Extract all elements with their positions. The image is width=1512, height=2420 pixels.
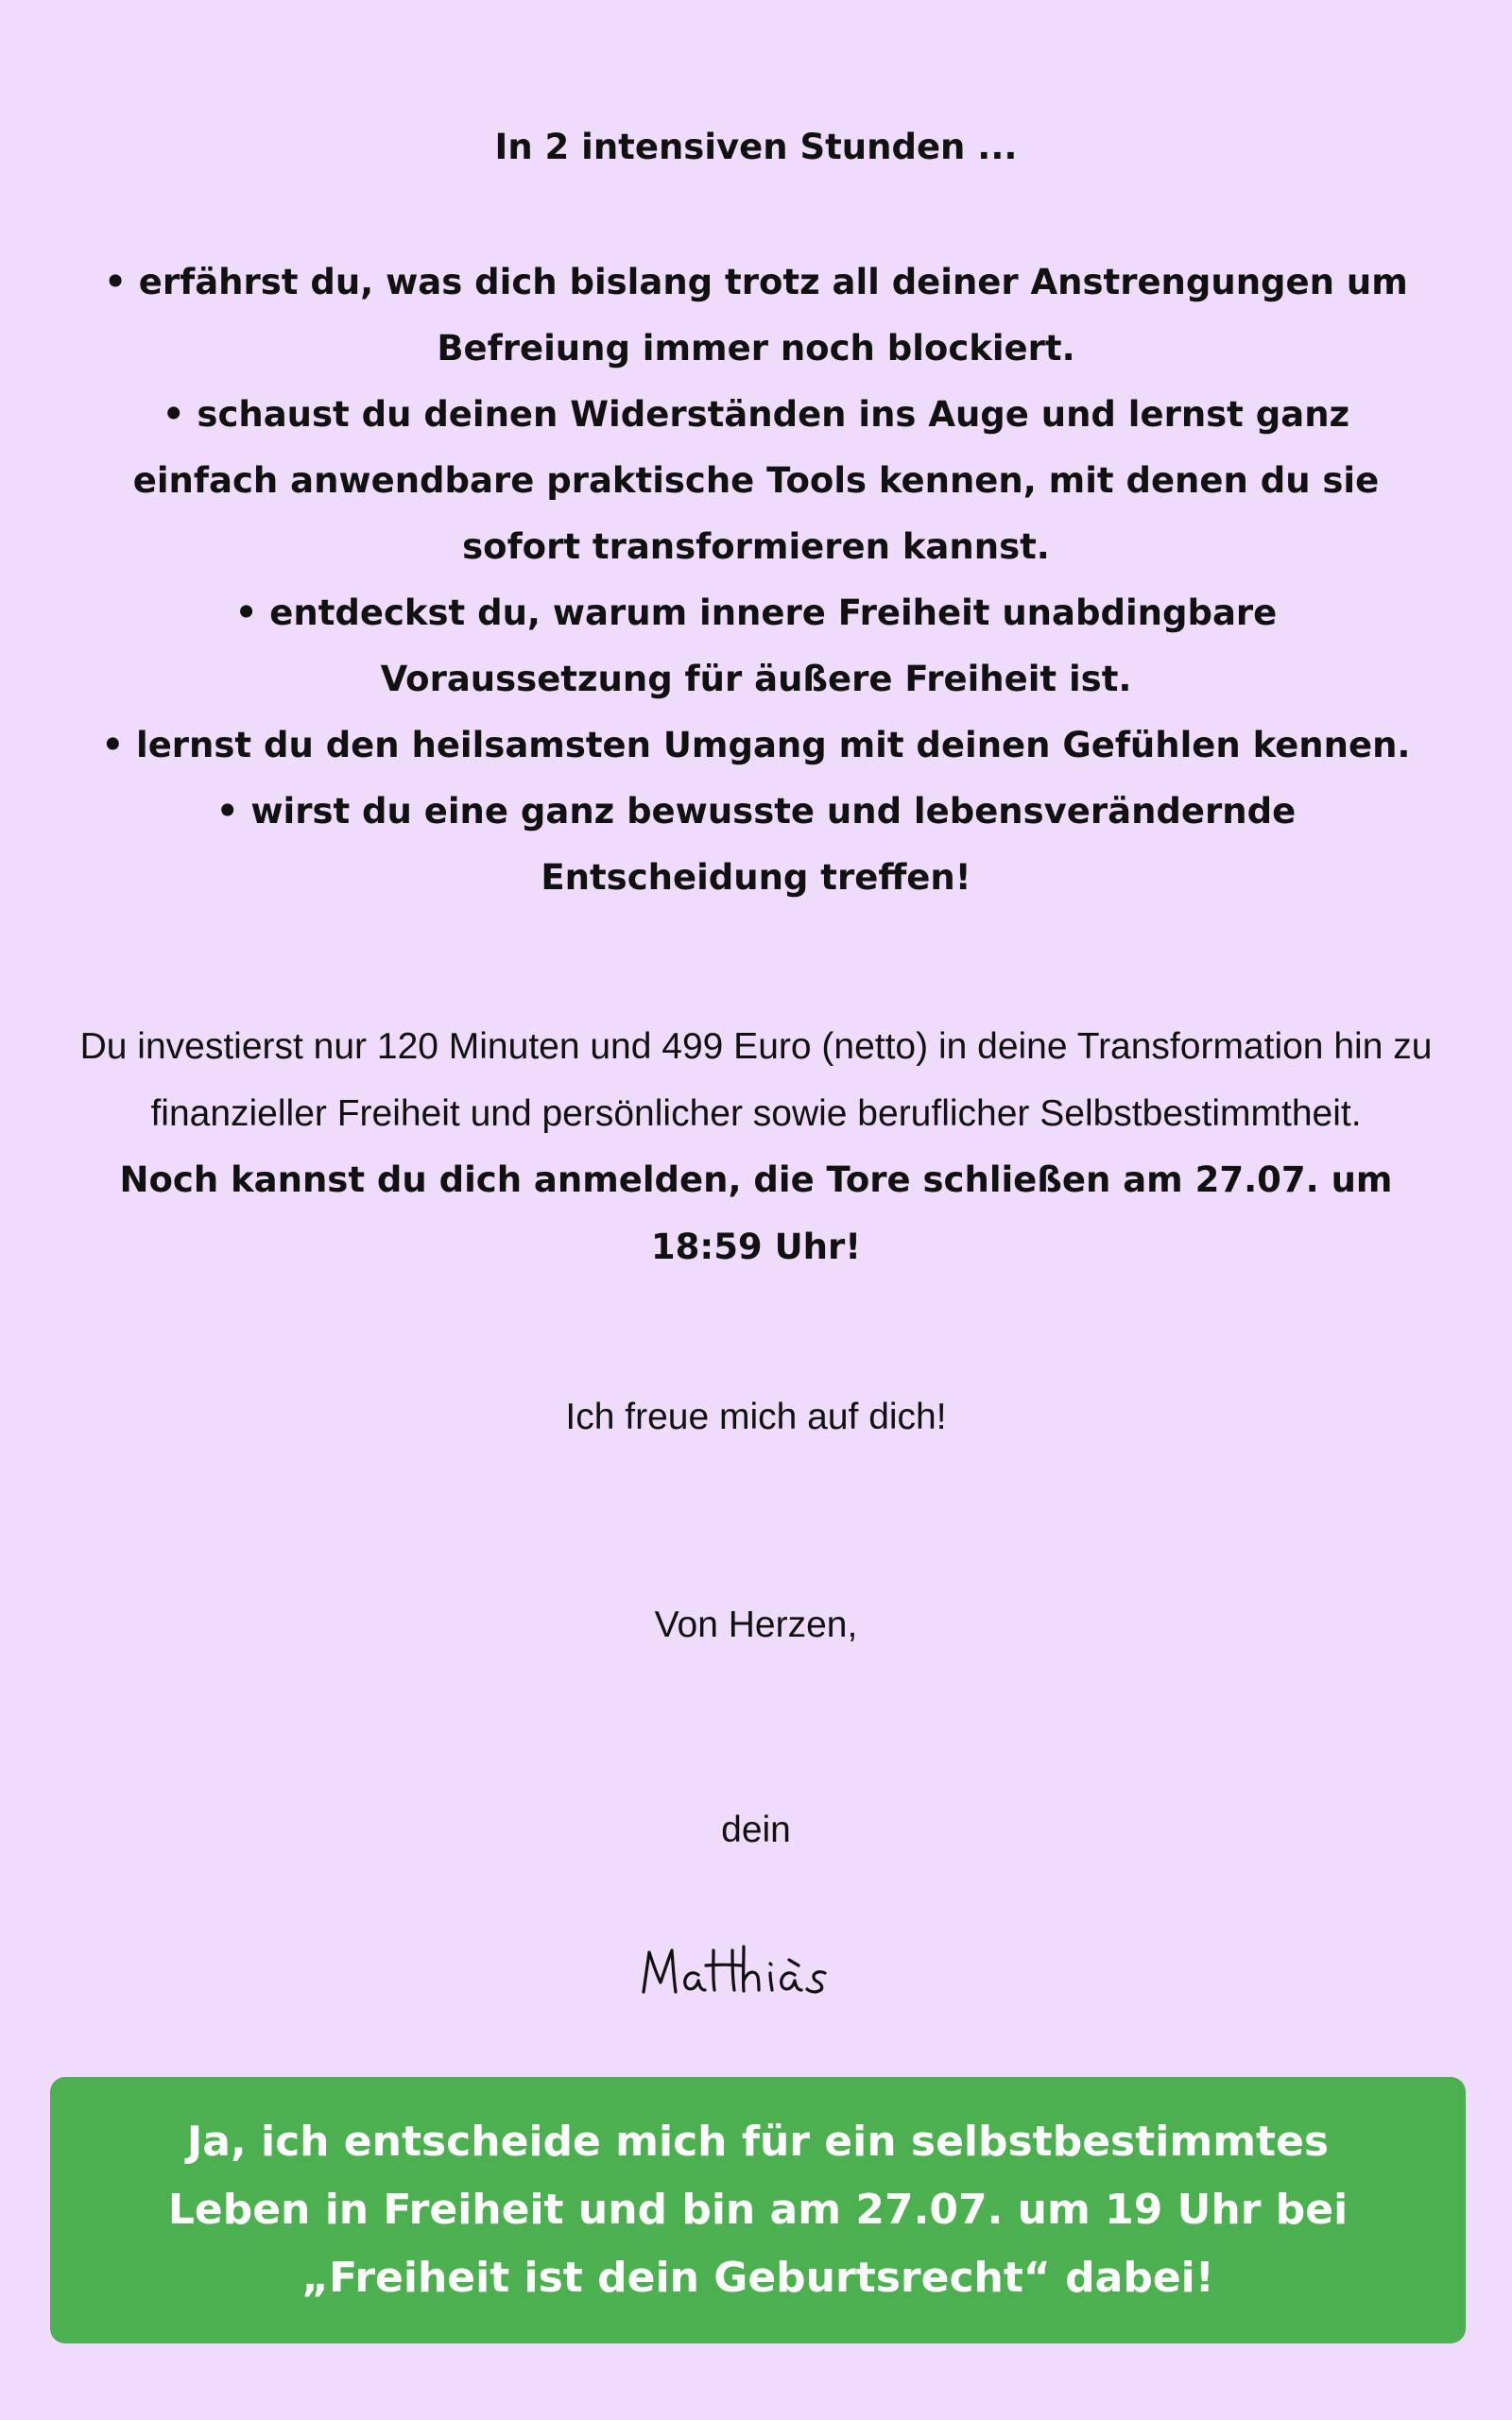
register-cta-button[interactable] bbox=[50, 2077, 1466, 2343]
benefit-item: • entdeckst du, warum innere Freiheit unabdingbare Voraussetzung für äußere Freiheit ist. bbox=[234, 592, 1278, 699]
benefits-list bbox=[76, 249, 1436, 911]
benefit-item: • lernst du den heilsamsten Umgang mit deinen Gefühlen kennen. bbox=[101, 725, 1411, 765]
signature-image bbox=[76, 1937, 1436, 2003]
intro-heading: In 2 intensiven Stunden ... bbox=[494, 127, 1018, 167]
closing-greeting: Ich freue mich auf dich! bbox=[565, 1397, 947, 1437]
cta-label: Ja, ich entscheide mich für ein selbstbestimmtes Leben in Freiheit und bin am 27.07. um 19 Uhr bei „Freiheit ist dein Geburtsrecht“ dabei! bbox=[167, 2118, 1349, 2302]
benefit-item: • erfährst du, was dich bislang trotz all deiner Anstrengungen um Befreiung immer noch blockiert. bbox=[104, 262, 1408, 369]
closing-dein: dein bbox=[721, 1810, 791, 1850]
closing-regards: Von Herzen, bbox=[654, 1605, 858, 1645]
benefit-item: • schaust du deinen Widerständen ins Auge und lernst ganz einfach anwendbare praktische Tools kennen, mit denen du sie sofort transformieren kannst. bbox=[132, 394, 1380, 567]
handwritten-signature bbox=[638, 1937, 874, 2003]
deadline-text: Noch kannst du dich anmelden, die Tore schließen am 27.07. um 18:59 Uhr! bbox=[119, 1159, 1393, 1267]
benefit-item: • wirst du eine ganz bewusste und lebensverändernde Entscheidung treffen! bbox=[215, 791, 1297, 898]
investment-text: Du investierst nur 120 Minuten und 499 Euro (netto) in deine Transformation hin zu finanzieller Freiheit und persönlicher sowie beruflicher Selbstbestimmtheit. bbox=[79, 1026, 1433, 1134]
